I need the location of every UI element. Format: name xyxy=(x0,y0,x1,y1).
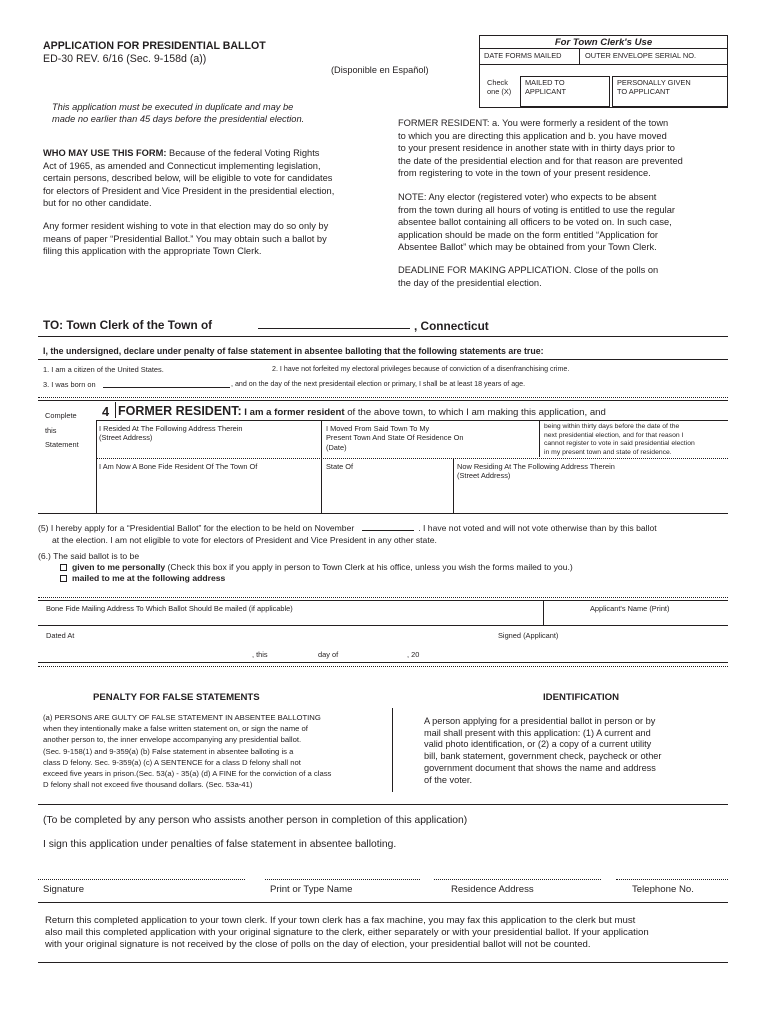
date-forms-mailed-field[interactable]: DATE FORMS MAILED xyxy=(484,51,562,60)
birth-date-field[interactable] xyxy=(103,387,230,388)
given-personally-checkbox[interactable] xyxy=(60,564,67,571)
execution-notice: This application must be executed in duplicate and may be made no earlier than 45 days before the presidential election. xyxy=(52,102,305,124)
current-address-label: Now Residing At The Following Address Therein (Street Address) xyxy=(457,462,615,481)
moved-date-label: I Moved From Said Town To My Present Town And State Of Residence On (Date) xyxy=(326,424,464,452)
application-deadline: DEADLINE FOR MAKING APPLICATION. Close of the polls on the day of the presidential election. xyxy=(398,265,659,288)
former-resident-intro: Any former resident wishing to vote in that election may do so only by means of paper “Presidential Ballot.” You may obtain such a ballot by filing this application with the appropriate Town Clerk. xyxy=(43,221,329,257)
penalty-title: PENALTY FOR FALSE STATEMENTS xyxy=(93,692,260,703)
personally-given-label: PERSONALLY GIVEN TO APPLICANT xyxy=(617,78,691,97)
statement-3-label: 3. I was born on xyxy=(43,380,96,389)
statement-2: 2. I have not forfeited my electoral privileges because of conviction of a disenfranchising crime. xyxy=(272,365,570,373)
assist-statement: I sign this application under penalties of false statement in absentee balloting. xyxy=(43,839,397,850)
serial-number-field[interactable]: OUTER ENVELOPE SERIAL NO. xyxy=(585,51,697,60)
year-label: , 20 xyxy=(407,650,420,659)
assister-name-line[interactable] xyxy=(265,879,420,880)
day-of-label: day of xyxy=(318,650,339,659)
assister-phone-line[interactable] xyxy=(616,879,728,880)
mailing-address-field[interactable]: Bone Fide Mailing Address To Which Ballot Should Be mailed (if applicable) xyxy=(46,604,293,613)
form-title: APPLICATION FOR PRESIDENTIAL BALLOT xyxy=(43,40,266,52)
absentee-note: NOTE: Any elector (registered voter) who expects to be absent from the town during all hours of voting is entitled to use the regular absentee ballot containing all officers to be voted on. In such case, application should be made on the form entitled “Application for Absentee Ballot” which may be obtained from your Town Clerk. xyxy=(398,192,675,253)
penalty-text: (a) PERSONS ARE GULTY OF FALSE STATEMENT IN ABSENTEE BALLOTING when they intentionally make a false written statement on, or sign the name of another person to, the inner envelope accompanying any presidential ballot. (Sec. 9-158(1) and 9-359(a) (b) False statement in absentee balloting is a class D felony. Sec. 9-359(a) (c) A SENTENCE for a class D felony shall not exceed five years in prison.(Sec. 53(a) - 35(a) (d) A FINE for the conviction of a class D felony shall not exceed five thousand dollars. (Sec. 53a-41) xyxy=(43,713,332,790)
former-address-label: I Resided At The Following Address Therein (Street Address) xyxy=(99,424,243,443)
former-resident-definition: FORMER RESIDENT: a. You were formerly a resident of the town to which you are directing this application and b. you have moved to your present residence in another state with in thirty days prior to the date of the presidential election and for that reason are prevented from registering to vote in the town of your present residence. xyxy=(398,118,683,179)
signature-label: Signature xyxy=(43,884,85,895)
identification-title: IDENTIFICATION xyxy=(543,692,620,703)
declaration-text: I, the undersigned, declare under penalty of false statement in absentee balloting that the following statements are true: xyxy=(43,346,544,356)
statement-3-rest: , and on the day of the next presidentail election or primary, I shall be at least 18 years of age. xyxy=(231,380,526,388)
residence-address-label: Residence Address xyxy=(451,884,534,895)
return-instructions: Return this completed application to your town clerk. If your town clerk has a fax machine, you may fax this application to the clerk but must also mail this completed application with your original signature to the clerk, either separately or with your presidential ballot. If your application with your original signature is not received by the close of polls on the day of election, your presidential ballot will not be counted. xyxy=(45,915,649,951)
clerk-box-title: For Town Clerk's Use xyxy=(554,37,653,48)
assist-title: (To be completed by any person who assists another person in completion of this application) xyxy=(43,815,468,826)
section-4-heading: FORMER RESIDENT: I am a former resident of the above town, to which I am making this application, and xyxy=(118,404,606,418)
spanish-availability: (Disponible en Español) xyxy=(331,65,429,75)
connecticut-label: , Connecticut xyxy=(414,319,489,333)
telephone-label: Telephone No. xyxy=(632,884,694,895)
statement-1: 1. I am a citizen of the United States. xyxy=(43,365,164,374)
within-thirty-days-note: being within thirty days before the date of the next presidential election, and for that reason I cannot register to vote in said presidential election in my present town and state of residence. xyxy=(544,423,695,456)
mailed-checkbox[interactable] xyxy=(60,575,67,582)
town-name-field[interactable] xyxy=(258,328,410,329)
assister-signature-line[interactable] xyxy=(38,879,245,880)
item-6-delivery: (6.) The said ballot is to be given to me personally (Check this box if you apply in person to Town Clerk at his office, unless you wish the forms mailed to you.) mailed to me at the following address xyxy=(38,551,573,584)
complete-this-statement: Complete this Statement xyxy=(45,411,79,449)
form-id: ED-30 REV. 6/16 (Sec. 9-158d (a)) xyxy=(43,53,207,65)
current-town-label: I Am Now A Bone Fide Resident Of The Town Of xyxy=(99,462,258,471)
check-one-label: Check one (X) xyxy=(487,78,512,97)
applicant-signature-field[interactable]: Signed (Applicant) xyxy=(498,631,559,640)
item-5-application: (5) I hereby apply for a “Presidential Ballot” for the election to be held on November . I have not voted and will not vote otherwise than by this ballot at the election. I am not eligible to vote for electors of President and Vice President in any other state. xyxy=(38,523,657,545)
date-this-label: , this xyxy=(252,650,268,659)
state-of-label: State Of xyxy=(326,462,354,471)
section-number: 4 xyxy=(102,404,110,419)
identification-text: A person applying for a presidential ballot in person or by mail shall present with this application: (1) A current and valid photo identification, or (2) a copy of a current utility bill, bank statement, government check, paycheck or other government document that shows the name and address of the voter. xyxy=(424,716,662,785)
dated-at-field[interactable]: Dated At xyxy=(46,631,75,640)
applicant-name-field[interactable]: Applicant's Name (Print) xyxy=(590,604,670,613)
who-may-use-paragraph: WHO MAY USE THIS FORM: Because of the federal Voting Rights Act of 1965, as amended and Connecticut implementing legislation, certain persons, described below, will be eligible to vote for candidates for electors of President and Vice President in the presidential election, but for no other candidate. xyxy=(43,148,335,209)
mailed-to-applicant-label: MAILED TO APPLICANT xyxy=(525,78,567,97)
assister-address-line[interactable] xyxy=(434,879,601,880)
to-town-clerk-label: TO: Town Clerk of the Town of xyxy=(43,318,213,332)
election-date-field[interactable] xyxy=(362,530,414,531)
print-name-label: Print or Type Name xyxy=(270,884,353,895)
